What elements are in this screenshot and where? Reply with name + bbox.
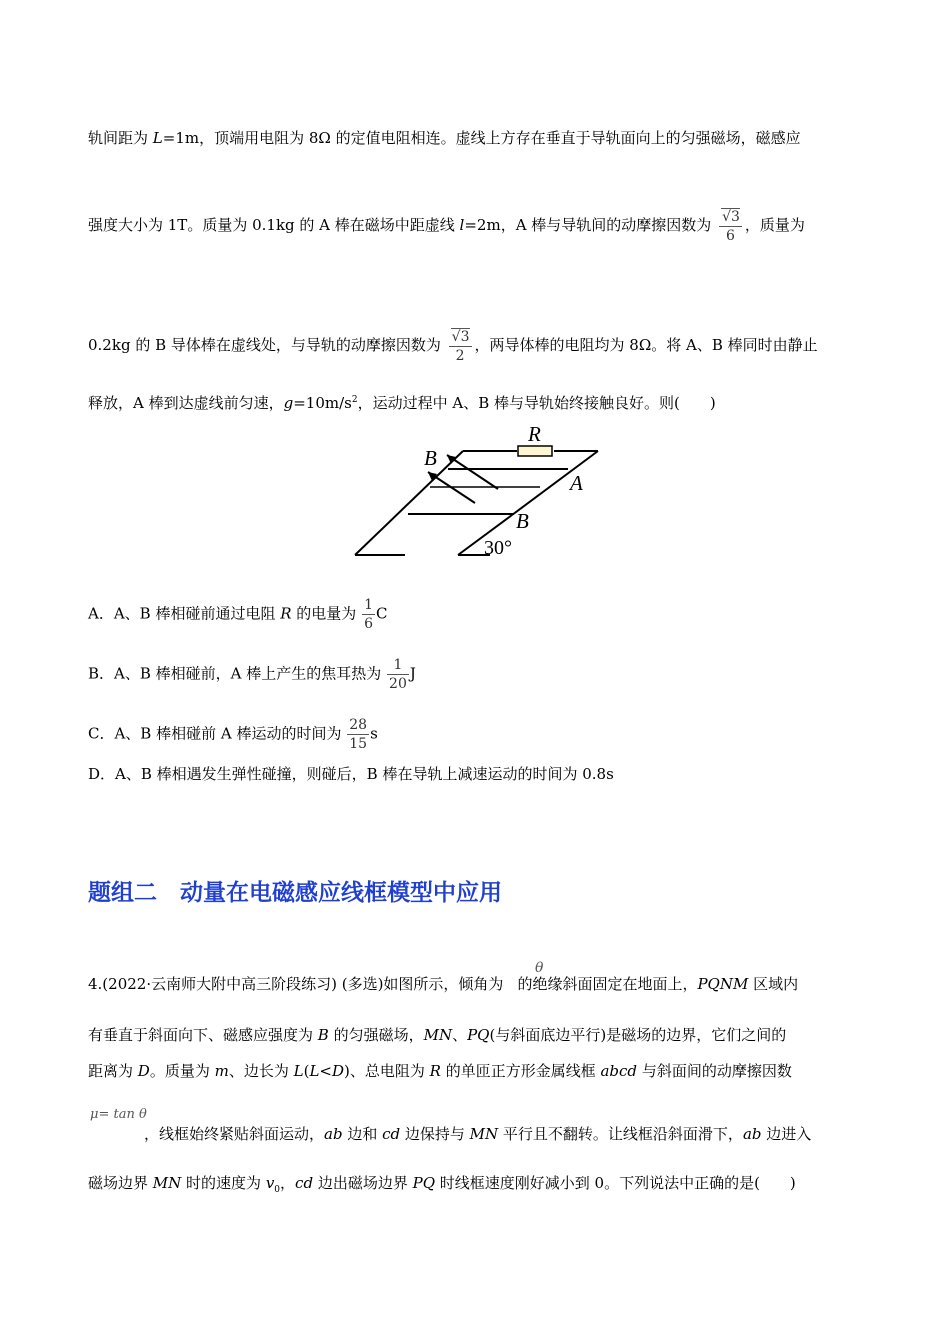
q3-line-4: 释放，A 棒到达虚线前匀速，$g=10m/s^2$，运动过程中 A、B 棒与导轨始终接触良好。则( ) [88,394,716,412]
fraction-mu-a: $\frac{√3}{6}$ [719,208,742,245]
fraction-option-c: $\frac{28}{15}$ [349,717,368,752]
fraction-option-b: $\frac{1}{20}$ [389,657,407,692]
incline-rails-figure [350,420,610,560]
fraction-option-a: $\frac{1}{6}$ [364,597,374,632]
option-c[interactable]: C．A、B 棒相碰前 A 棒运动的时间为 $\frac{28}{15}$ s [88,717,378,752]
option-a[interactable]: A．A、B 棒相碰前通过电阻 R 的电量为 $\frac{1}{6}$ C [88,597,388,632]
q4-line-5: 磁场边界 MN 时的速度为 $v_0$，cd 边出磁场边界 PQ 时线框速度刚好减小到 0。下列说法中正确的是( ) [88,1174,796,1195]
fraction-mu-b: $\frac{√3}{2}$ [449,328,472,365]
q3-line-3: 0.2kg 的 B 导体棒在虚线处，与导轨的动摩擦因数为 $\frac{√3}{2}$ ，两导体棒的电阻均为 8Ω。将 A、B 棒同时由静止 [88,329,818,364]
label-B-top: B [424,446,437,470]
mu-formula: μ= tan θ [90,1107,147,1122]
q4-line-1: 4.(2022·云南师大附中高三阶段练习) (多选)如图所示，倾角为 的绝缘斜面固定在地面上，PQNM 区域内 [88,975,799,993]
resistor-icon [518,446,552,456]
theta-symbol: θ [535,960,544,976]
q4-line-4: ，线框始终紧贴斜面运动，ab 边和 cd 边保持与 MN 平行且不翻转。让线框沿斜面滑下，ab 边进入 [144,1125,812,1143]
option-d[interactable]: D．A、B 棒相遇发生弹性碰撞，则碰后，B 棒在导轨上减速运动的时间为 0.8s [88,765,614,783]
label-angle: 30° [484,537,512,559]
option-b[interactable]: B．A、B 棒相碰前，A 棒上产生的焦耳热为 $\frac{1}{20}$ J [88,657,416,692]
label-B-bottom: B [516,509,529,533]
q4-line-3: 距离为 D。质量为 m、边长为 L(L<D)、总电阻为 R 的单匝正方形金属线框 abcd 与斜面间的动摩擦因数 [88,1062,792,1080]
q3-line-2: 强度大小为 1T。质量为 0.1kg 的 A 棒在磁场中距虚线 l=2m，A 棒与导轨间的动摩擦因数为 $\frac{√3}{6}$ ，质量为 [88,209,805,244]
section-heading: 题组二 动量在电磁感应线框模型中应用 [88,880,502,906]
label-A: A [570,471,583,495]
q3-line-1: 轨间距为 L=1m，顶端用电阻为 8Ω 的定值电阻相连。虚线上方存在垂直于导轨面向上的匀强磁场，磁感应 [88,129,801,147]
label-R: R [528,422,541,446]
q4-line-2: 有垂直于斜面向下、磁感应强度为 B 的匀强磁场，MN、PQ(与斜面底边平行)是磁场的边界，它们之间的 [88,1026,787,1044]
